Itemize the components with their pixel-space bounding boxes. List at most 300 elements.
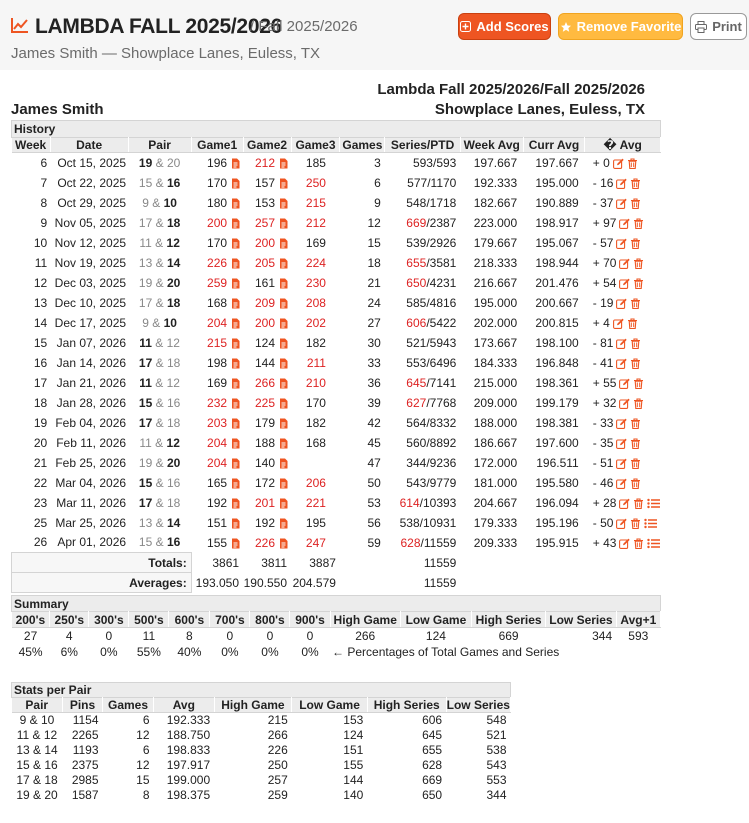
pair-cell [128, 173, 191, 193]
trash-icon[interactable] [633, 538, 644, 549]
stats-header-cell: Pair [12, 698, 63, 713]
pair-first: 9 [142, 195, 149, 210]
summary-header-cell: High Series [471, 612, 545, 628]
document-icon [230, 538, 241, 549]
report-bowler: James Smith [11, 101, 104, 118]
date-cell: Jan 07, 2026 [56, 335, 127, 350]
series-value: 585 [406, 295, 427, 310]
trash-icon[interactable] [630, 358, 641, 369]
week-cell: 19 [33, 415, 48, 430]
games-cell: 30 [367, 335, 381, 350]
game-score: 153 [254, 195, 276, 210]
game3-cell [291, 173, 340, 193]
game-score: 230 [305, 275, 326, 290]
document-icon [230, 198, 241, 209]
series-slash: / [420, 535, 424, 550]
pair-first: 11 [139, 235, 152, 250]
game3-cell [291, 333, 340, 353]
remove-favorite-button[interactable] [558, 13, 683, 40]
game2-cell [243, 393, 291, 413]
week-avg-cell: 195.000 [473, 295, 518, 310]
pair-second: 12 [166, 435, 180, 450]
game3-cell [291, 353, 340, 373]
summary-count: 0 [226, 628, 234, 643]
stats-header-cell: Games [103, 698, 154, 713]
series-slash: / [427, 175, 431, 190]
stats-cell: 1154 [72, 713, 99, 728]
series-value: 627 [406, 395, 427, 410]
series-slash: / [419, 495, 423, 510]
document-icon [230, 178, 241, 189]
document-icon [278, 458, 289, 469]
series-value: 553 [406, 355, 427, 370]
avg-change-cell [585, 393, 661, 413]
stats-cell: 6 [142, 713, 150, 728]
summary-header-cell: 800's [250, 612, 290, 628]
trash-icon[interactable] [630, 298, 641, 309]
stats-header-cell: Low Series [446, 698, 510, 712]
plus-square-icon [460, 21, 471, 32]
star-icon [560, 21, 572, 33]
trash-icon[interactable] [630, 418, 641, 429]
avg-change-cell [585, 373, 661, 393]
avg-change-cell [585, 353, 661, 373]
avg-change-cell [585, 273, 661, 293]
stats-cell: 1587 [71, 788, 99, 802]
trash-icon[interactable] [630, 178, 641, 189]
print-button[interactable] [690, 13, 747, 40]
edit-icon[interactable] [619, 258, 630, 269]
trash-icon[interactable] [633, 378, 644, 389]
games-cell: 24 [367, 295, 381, 310]
game2-cell [243, 413, 291, 433]
ptd-value: 11559 [423, 535, 457, 550]
summary-header-cell: 200's [12, 612, 50, 628]
history-row [12, 153, 661, 173]
summary-percent: 6% [60, 644, 78, 659]
history-row [12, 353, 661, 373]
trash-icon[interactable] [633, 258, 644, 269]
ptd-value: 6496 [429, 355, 457, 370]
averages-game2: 190.550 [243, 575, 288, 590]
stats-cell: 226 [267, 743, 288, 757]
games-cell: 59 [367, 535, 381, 550]
series-value: 344 [406, 455, 427, 470]
trash-icon[interactable] [630, 438, 641, 449]
trash-icon[interactable] [630, 458, 641, 469]
edit-icon[interactable] [616, 478, 627, 489]
curr-avg-cell: 195.915 [535, 535, 579, 550]
avg-change-cell [585, 293, 661, 313]
summary-percent: 0% [100, 644, 118, 659]
history-row [12, 333, 661, 353]
series-value: 628 [400, 535, 421, 550]
game-score: 182 [305, 335, 326, 350]
games-cell: 3 [374, 155, 381, 170]
game-score: 209 [254, 295, 276, 310]
summary-counts-row [12, 628, 661, 644]
stats-row [12, 758, 511, 773]
pair-cell [128, 453, 191, 473]
summary-percent: 55% [136, 644, 161, 659]
document-icon [230, 258, 241, 269]
document-icon [230, 458, 241, 469]
document-icon [230, 218, 241, 229]
stats-cell: 124 [343, 728, 364, 742]
week-cell: 9 [40, 215, 48, 230]
week-cell: 23 [33, 495, 48, 510]
trash-icon[interactable] [630, 238, 641, 249]
game-score: 211 [306, 355, 326, 370]
stats-cell: 9 & 10 [19, 713, 55, 728]
avg-change-value: + 0 [592, 155, 610, 170]
edit-icon[interactable] [616, 338, 627, 349]
stats-per-pair-title: Stats per Pair [14, 683, 92, 697]
stats-cell: 155 [343, 758, 364, 772]
date-cell: Oct 29, 2025 [57, 195, 127, 210]
pair-cell [128, 193, 191, 213]
stats-header-cell: High Game [214, 698, 292, 713]
series-slash: / [426, 195, 430, 210]
pair-amp: & [152, 355, 167, 370]
pair-second: 18 [166, 295, 181, 310]
summary-header-cell: 700's [210, 612, 250, 628]
game1-cell [191, 393, 243, 413]
pair-amp: & [151, 375, 167, 390]
edit-icon[interactable] [616, 298, 627, 309]
stats-row [12, 773, 511, 788]
trash-icon[interactable] [633, 218, 644, 229]
document-icon [230, 418, 241, 429]
game1-cell [191, 273, 243, 293]
game3-cell [291, 153, 340, 173]
document-icon [230, 298, 241, 309]
game2-cell [243, 473, 291, 493]
stats-cell: 15 [136, 773, 150, 787]
history-header-cell: Games [340, 138, 385, 153]
avg-change-cell [585, 173, 661, 193]
summary-header-cell: Low Series [546, 612, 616, 628]
series-slash: / [426, 335, 430, 350]
list-icon[interactable] [644, 518, 657, 529]
stats-cell: 17 & 18 [16, 773, 58, 787]
pair-amp: & [152, 515, 167, 530]
game-score: 259 [207, 275, 228, 290]
stats-cell: 199.000 [166, 773, 211, 787]
pair-amp: & [151, 335, 167, 350]
summary-count: 11 [142, 628, 156, 643]
week-cell: 16 [33, 355, 48, 370]
document-icon [278, 298, 289, 309]
series-ptd-cell [385, 453, 461, 473]
game-score: 196 [207, 155, 228, 170]
ptd-value: 5943 [429, 335, 457, 350]
curr-avg-cell: 198.361 [535, 375, 579, 390]
game-score: 210 [305, 375, 326, 390]
stats-cell: 15 & 16 [16, 758, 58, 772]
edit-icon[interactable] [616, 458, 627, 469]
pair-cell [128, 373, 191, 393]
game3-cell [291, 213, 340, 233]
printer-icon [695, 21, 707, 33]
stats-header-cell: Pins [63, 698, 103, 713]
week-avg-cell: 186.667 [473, 435, 518, 450]
trash-icon[interactable] [633, 278, 644, 289]
game2-cell [243, 353, 291, 373]
pair-first: 19 [138, 155, 153, 170]
avg-change-value: - 37 [592, 195, 614, 210]
series-value: 548 [406, 195, 427, 210]
history-row [12, 313, 661, 333]
game-score: 221 [305, 495, 326, 510]
week-avg-cell: 182.667 [473, 195, 518, 210]
game-score: 201 [254, 495, 276, 510]
summary-count: 266 [355, 628, 376, 643]
curr-avg-cell: 198.381 [535, 415, 579, 430]
week-cell: 18 [33, 395, 48, 410]
games-cell: 39 [367, 395, 381, 410]
edit-icon[interactable] [619, 398, 630, 409]
page-title: LAMBDA FALL 2025/2026 [35, 15, 282, 38]
summary-header-cell: High Game [330, 612, 400, 628]
game-score: 226 [207, 255, 228, 270]
avg-change-value: + 55 [592, 375, 617, 390]
series-value: 606 [406, 315, 427, 330]
date-cell: Feb 11, 2026 [56, 435, 127, 450]
game2-cell [243, 233, 291, 253]
game-score: 232 [207, 395, 228, 410]
game3-cell [291, 193, 340, 213]
game1-cell [191, 253, 243, 273]
avg-change-value: + 97 [592, 215, 617, 230]
game-score: 180 [207, 195, 228, 210]
pair-cell [128, 513, 191, 533]
history-row [12, 433, 661, 453]
pair-second: 12 [166, 235, 180, 250]
document-icon [278, 178, 289, 189]
summary-percent: 0% [301, 644, 319, 659]
game-score: 203 [207, 415, 228, 430]
edit-icon[interactable] [616, 178, 627, 189]
edit-icon[interactable] [619, 218, 630, 229]
game1-cell [191, 513, 243, 533]
series-ptd-cell [385, 273, 461, 293]
trash-icon[interactable] [630, 338, 641, 349]
history-row [12, 533, 661, 553]
history-table [11, 120, 661, 593]
game1-cell [191, 433, 243, 453]
stats-cell: 548 [486, 713, 507, 728]
avg-change-cell [585, 213, 661, 233]
pair-first: 9 [142, 315, 149, 330]
pair-amp: & [151, 435, 167, 450]
game-score: 224 [305, 255, 326, 270]
pair-cell [128, 293, 191, 313]
series-value: 538 [399, 515, 420, 530]
trash-icon[interactable] [630, 478, 641, 489]
game2-cell [243, 213, 291, 233]
pair-second: 12 [166, 375, 180, 390]
curr-avg-cell: 196.511 [536, 455, 579, 470]
curr-avg-cell: 200.667 [535, 295, 579, 310]
avg-change-value: - 16 [592, 175, 614, 190]
game-score: 195 [305, 515, 326, 530]
pair-second: 18 [166, 495, 181, 510]
report-location: Showplace Lanes, Euless, TX [434, 101, 645, 118]
edit-icon[interactable] [619, 498, 630, 509]
game-score: 200 [207, 215, 228, 230]
games-cell: 9 [374, 195, 381, 210]
week-cell: 17 [33, 375, 48, 390]
summary-count: 0 [306, 628, 314, 643]
summary-note: ← Percentages of Total Games and Series [332, 644, 560, 659]
summary-count: 593 [628, 628, 649, 643]
week-cell: 7 [40, 175, 48, 190]
game-score: 200 [254, 315, 276, 330]
game3-cell [291, 373, 340, 393]
game-score: 266 [254, 375, 276, 390]
date-cell: Oct 15, 2025 [57, 155, 127, 170]
pair-amp: & [152, 155, 167, 170]
series-value: 577 [407, 175, 428, 190]
series-value: 521 [406, 335, 427, 350]
series-ptd-cell [385, 393, 461, 413]
trash-icon[interactable] [633, 398, 644, 409]
document-icon [278, 398, 289, 409]
pair-cell [128, 533, 191, 553]
edit-icon[interactable] [619, 278, 630, 289]
series-ptd-cell [385, 533, 461, 553]
document-icon [278, 438, 289, 449]
trash-icon[interactable] [627, 318, 638, 329]
document-icon [230, 478, 241, 489]
summary-header-row [12, 612, 661, 628]
series-ptd-cell [385, 193, 461, 213]
edit-icon[interactable] [616, 358, 627, 369]
game2-cell [243, 293, 291, 313]
edit-icon[interactable] [619, 378, 630, 389]
trash-icon[interactable] [627, 158, 638, 169]
edit-icon[interactable] [616, 438, 627, 449]
trash-icon[interactable] [633, 498, 644, 509]
stats-header-cell: Avg [154, 698, 215, 713]
list-icon[interactable] [647, 538, 660, 549]
avg-change-value: - 50 [592, 515, 614, 530]
list-icon[interactable] [647, 498, 660, 509]
document-icon [230, 318, 241, 329]
pair-amp: & [152, 295, 167, 310]
pair-amp: & [152, 495, 167, 510]
edit-icon[interactable] [613, 318, 624, 329]
avg-change-value: + 43 [592, 535, 617, 550]
history-header-cell: Date [50, 138, 128, 153]
summary-percent: 0% [221, 644, 239, 659]
game3-cell [291, 533, 340, 553]
totals-game2: 3811 [261, 555, 288, 570]
curr-avg-cell: 200.815 [535, 315, 579, 330]
series-slash: / [426, 275, 430, 290]
stats-row [12, 713, 511, 728]
add-scores-button[interactable] [458, 13, 551, 40]
document-icon [278, 278, 289, 289]
week-cell: 10 [33, 235, 48, 250]
game3-cell [291, 513, 340, 533]
edit-icon[interactable] [616, 238, 627, 249]
ptd-value: 1170 [430, 175, 457, 190]
games-cell: 47 [367, 455, 381, 470]
game-score: 157 [254, 175, 276, 190]
game2-cell [243, 493, 291, 513]
edit-icon[interactable] [613, 158, 624, 169]
week-avg-cell: 209.000 [473, 395, 518, 410]
pair-first: 15 [138, 175, 153, 190]
history-header-cell: Game2 [243, 138, 291, 153]
games-cell: 50 [367, 475, 381, 490]
series-slash: / [426, 315, 430, 330]
history-row [12, 233, 661, 253]
games-cell: 18 [367, 255, 381, 270]
pair-second: 16 [166, 475, 181, 490]
game-score: 247 [305, 535, 326, 550]
week-cell: 6 [40, 155, 48, 170]
game2-cell [243, 253, 291, 273]
pair-first: 17 [138, 415, 153, 430]
game-score: 192 [254, 515, 276, 530]
avg-change-cell [585, 533, 661, 553]
curr-avg-cell: 195.000 [535, 175, 579, 190]
pair-second: 20 [166, 275, 181, 290]
avg-change-value: + 4 [592, 315, 610, 330]
pair-cell [128, 233, 191, 253]
series-slash: / [426, 455, 430, 470]
curr-avg-cell: 195.196 [535, 515, 579, 530]
document-icon [278, 338, 289, 349]
history-row [12, 173, 661, 193]
bowler-subtitle: James Smith — Showplace Lanes, Euless, TX [11, 45, 321, 62]
document-icon [278, 418, 289, 429]
date-cell: Nov 19, 2025 [54, 255, 127, 270]
date-cell: Jan 21, 2026 [56, 375, 127, 390]
game1-cell [191, 193, 243, 213]
series-ptd-cell [385, 333, 461, 353]
date-cell: Feb 25, 2026 [55, 455, 127, 470]
games-cell: 33 [367, 355, 381, 370]
trash-icon[interactable] [630, 198, 641, 209]
pair-cell [128, 273, 191, 293]
game-score: 215 [305, 195, 326, 210]
series-slash: / [426, 395, 430, 410]
document-icon [278, 538, 289, 549]
edit-icon[interactable] [616, 518, 627, 529]
week-cell: 11 [34, 255, 48, 270]
edit-icon[interactable] [616, 198, 627, 209]
games-cell: 45 [367, 435, 381, 450]
pair-second: 20 [166, 455, 181, 470]
history-row [12, 373, 661, 393]
edit-icon[interactable] [619, 538, 630, 549]
curr-avg-cell: 195.067 [535, 235, 579, 250]
pair-cell [128, 493, 191, 513]
date-cell: Apr 01, 2026 [57, 535, 127, 550]
stats-cell: 19 & 20 [16, 788, 58, 802]
pair-second: 16 [166, 395, 181, 410]
game3-cell [291, 313, 340, 333]
season-label: / Fall 2025/2026 [250, 18, 358, 35]
pair-cell [128, 353, 191, 373]
edit-icon[interactable] [616, 418, 627, 429]
series-ptd-cell [385, 493, 461, 513]
trash-icon[interactable] [630, 518, 641, 529]
